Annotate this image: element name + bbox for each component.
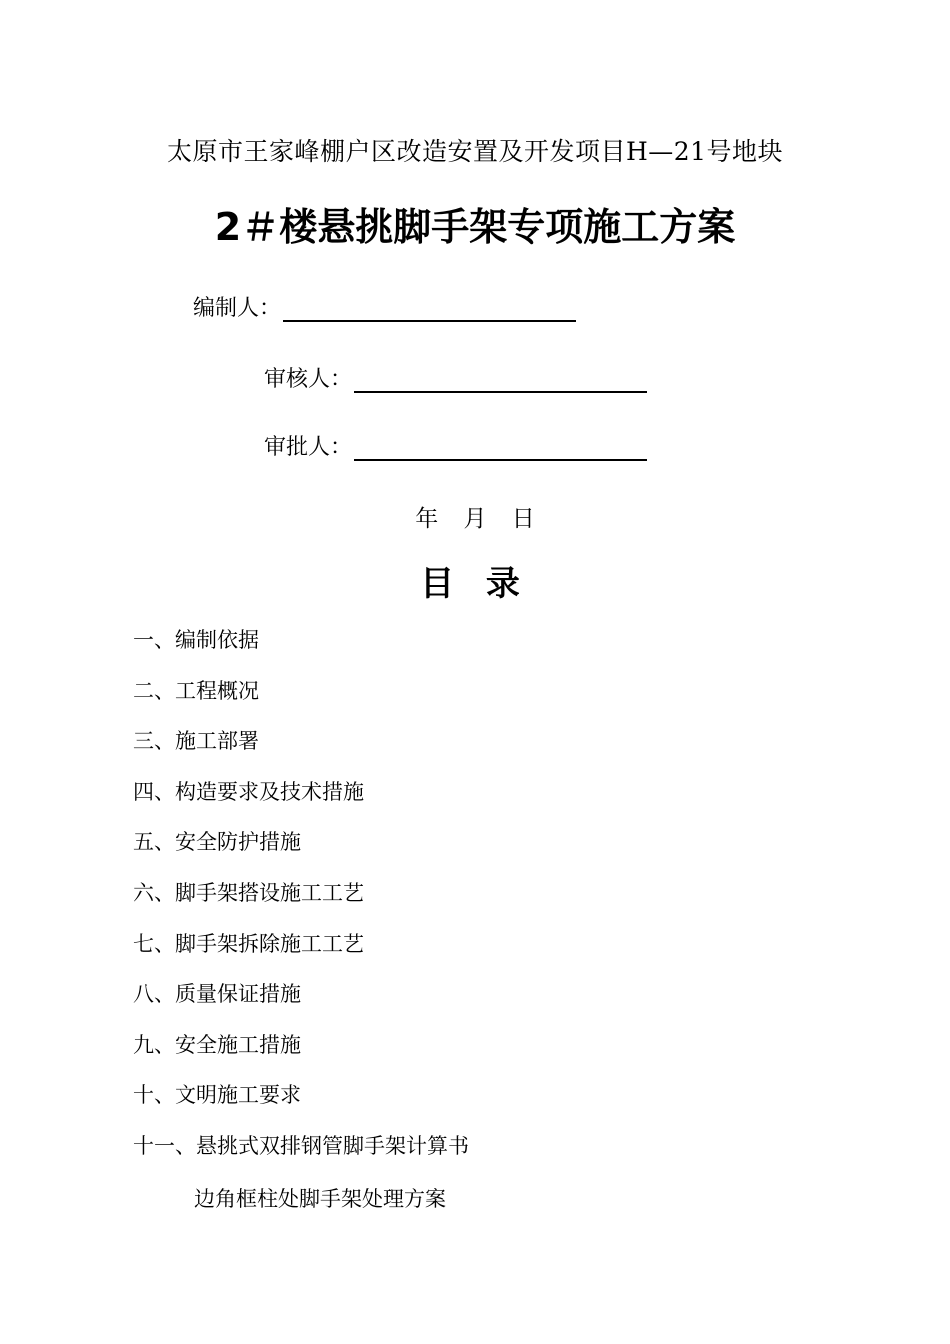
toc-item: 七、脚手架拆除施工工艺: [133, 931, 364, 956]
signature-reviewer: [264, 362, 647, 393]
document-title: 2＃楼悬挑脚手架专项施工方案: [214, 205, 736, 249]
toc-item: 三、施工部署: [133, 729, 259, 754]
toc-list: [133, 627, 469, 1184]
toc-item: 六、脚手架搭设施工工艺: [133, 880, 364, 905]
toc-item: 十、文明施工要求: [133, 1083, 301, 1108]
signature-label: 编制人：: [193, 296, 282, 321]
toc-item: 九、安全施工措施: [133, 1032, 301, 1057]
toc-item: 一、编制依据: [133, 628, 259, 652]
signature-line: [354, 435, 647, 461]
signature-line: [354, 367, 647, 393]
signature-label: 审核人：: [264, 367, 353, 392]
toc-item: 五、安全防护措施: [133, 830, 301, 855]
signature-approver: [264, 430, 647, 461]
toc-item: 十一、悬挑式双排钢管脚手架计算书: [133, 1133, 469, 1158]
signature-label: 审批人：: [264, 435, 353, 460]
toc-item: 八、质量保证措施: [133, 982, 301, 1007]
date-line: 年 月 日: [415, 506, 535, 532]
toc-item: 二、工程概况: [133, 678, 259, 703]
toc-sub-item: 边角框柱处脚手架处理方案: [194, 1187, 446, 1211]
toc-item: 四、构造要求及技术措施: [133, 779, 364, 804]
project-title: 太原市王家峰棚户区改造安置及开发项目H—21号地块: [166, 137, 784, 166]
signature-compiler: [193, 291, 576, 322]
toc-title: 目 录: [420, 564, 530, 604]
signature-line: [283, 296, 576, 322]
